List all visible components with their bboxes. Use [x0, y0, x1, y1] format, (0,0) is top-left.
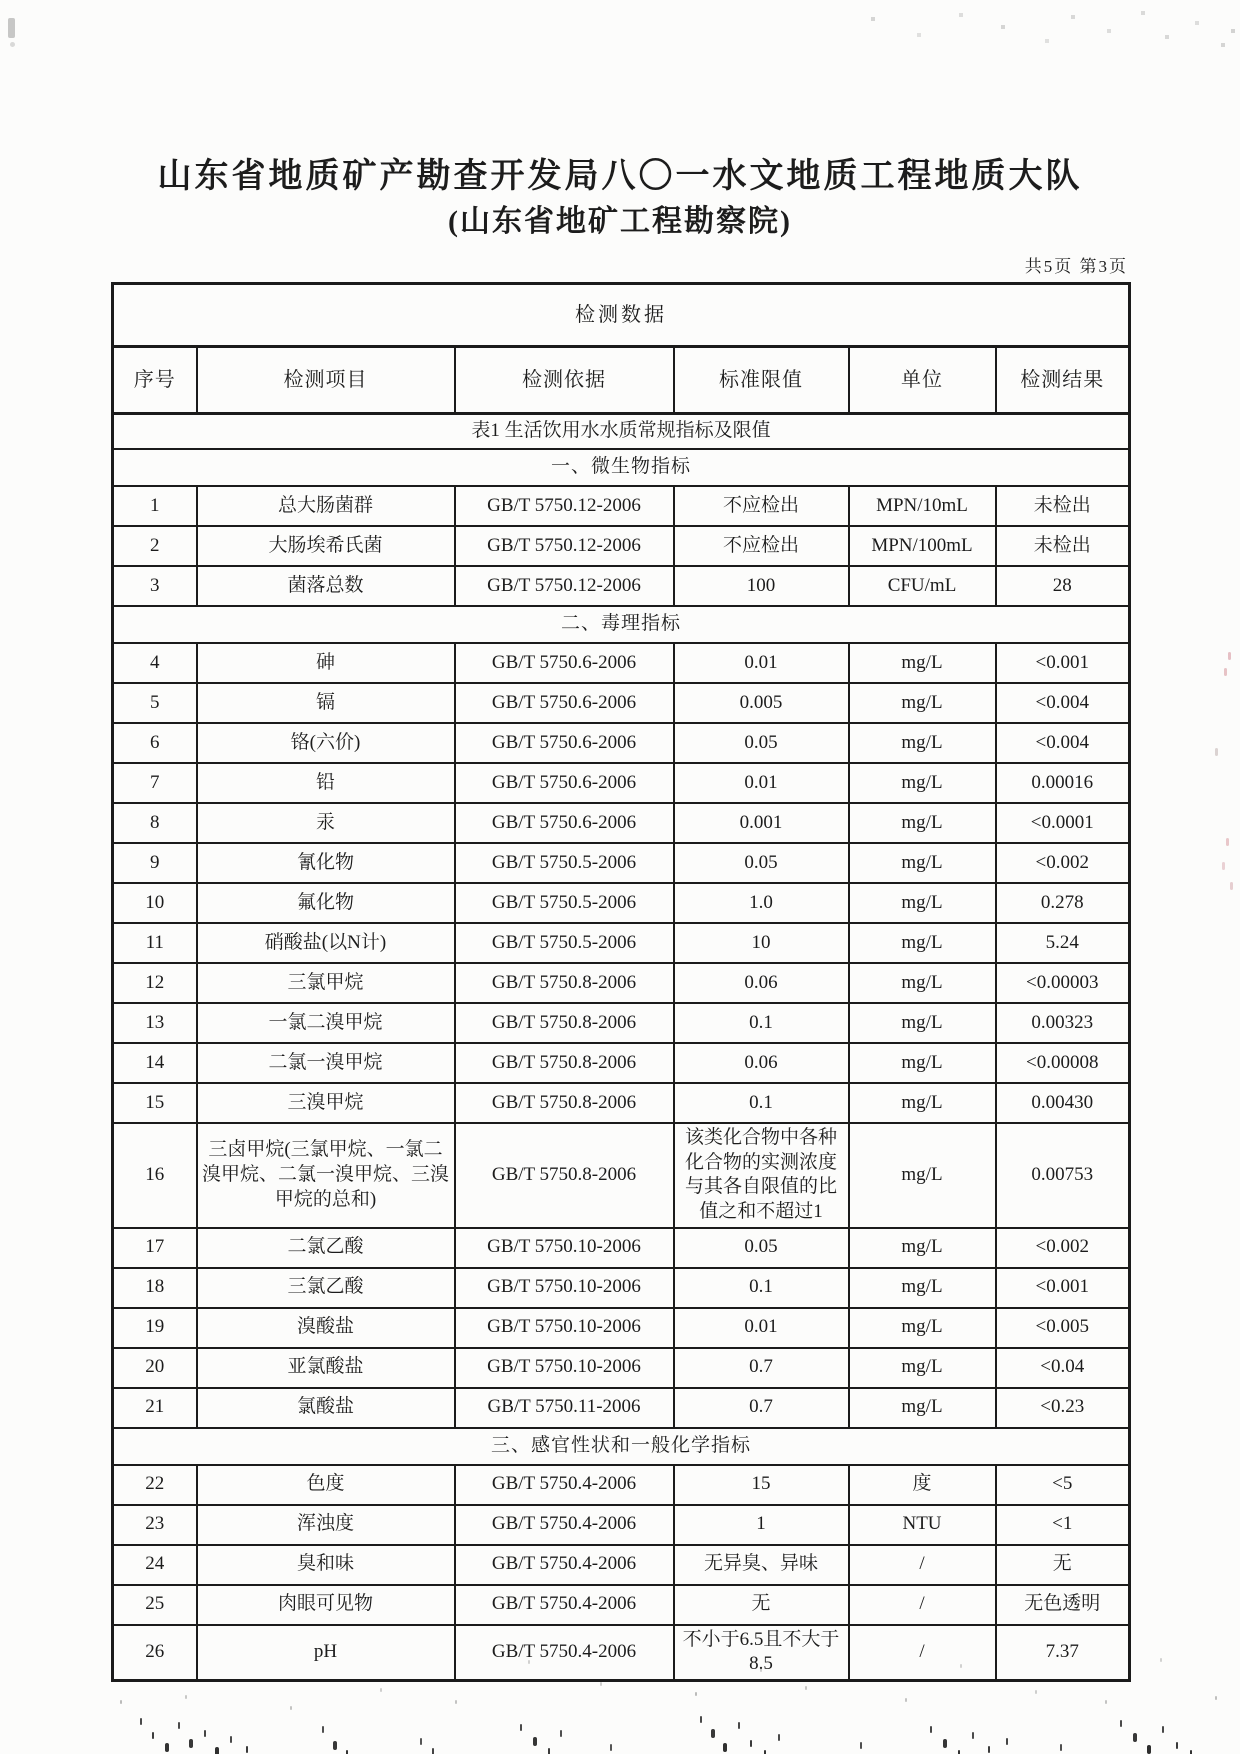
result-cell: <0.002	[996, 843, 1130, 883]
result-cell: 无色透明	[996, 1585, 1130, 1625]
item-cell: 溴酸盐	[197, 1308, 455, 1348]
basis-cell: GB/T 5750.4-2006	[455, 1465, 674, 1505]
result-cell: <0.004	[996, 723, 1130, 763]
result-cell: 28	[996, 566, 1130, 606]
unit-cell: mg/L	[849, 963, 996, 1003]
basis-cell: GB/T 5750.6-2006	[455, 763, 674, 803]
result-cell: <5	[996, 1465, 1130, 1505]
row-no-cell: 16	[113, 1123, 197, 1228]
row-no-cell: 24	[113, 1545, 197, 1585]
item-cell: 一氯二溴甲烷	[197, 1003, 455, 1043]
unit-cell: mg/L	[849, 683, 996, 723]
limit-cell: 0.7	[674, 1388, 849, 1428]
table-row	[113, 1268, 1130, 1308]
limit-cell: 0.01	[674, 763, 849, 803]
row-no-cell: 25	[113, 1585, 197, 1625]
unit-cell: mg/L	[849, 1123, 996, 1228]
item-cell: 三卤甲烷(三氯甲烷、一氯二溴甲烷、二氯一溴甲烷、三溴甲烷的总和)	[197, 1123, 455, 1228]
basis-cell: GB/T 5750.5-2006	[455, 883, 674, 923]
scan-artifact	[0, 0, 2, 2]
item-cell: 砷	[197, 643, 455, 683]
row-no-cell: 10	[113, 883, 197, 923]
basis-cell: GB/T 5750.10-2006	[455, 1308, 674, 1348]
unit-cell: mg/L	[849, 643, 996, 683]
item-cell: 汞	[197, 803, 455, 843]
item-cell: 臭和味	[197, 1545, 455, 1585]
table-title-row	[113, 284, 1130, 347]
row-no-cell: 2	[113, 526, 197, 566]
scan-artifact	[8, 18, 15, 38]
scan-artifact	[10, 42, 15, 47]
limit-cell: 0.1	[674, 1083, 849, 1123]
unit-cell: /	[849, 1625, 996, 1681]
column-header-0: 序号	[113, 347, 197, 414]
item-cell: 三溴甲烷	[197, 1083, 455, 1123]
column-header-1: 检测项目	[197, 347, 455, 414]
item-cell: 大肠埃希氏菌	[197, 526, 455, 566]
result-cell: <1	[996, 1505, 1130, 1545]
limit-cell: 无异臭、异味	[674, 1545, 849, 1585]
unit-cell: mg/L	[849, 1083, 996, 1123]
table-row	[113, 723, 1130, 763]
basis-cell: GB/T 5750.5-2006	[455, 843, 674, 883]
section-row	[113, 449, 1130, 486]
unit-cell: /	[849, 1545, 996, 1585]
table-row	[113, 843, 1130, 883]
table-row	[113, 1123, 1130, 1228]
limit-cell: 无	[674, 1585, 849, 1625]
table-row	[113, 1003, 1130, 1043]
table-row	[113, 1308, 1130, 1348]
limit-cell: 0.05	[674, 1228, 849, 1268]
unit-cell: mg/L	[849, 1268, 996, 1308]
unit-cell: mg/L	[849, 843, 996, 883]
limit-cell: 10	[674, 923, 849, 963]
table-row	[113, 963, 1130, 1003]
scan-artifact	[0, 0, 2, 7]
result-cell: <0.0001	[996, 803, 1130, 843]
table-row	[113, 1625, 1130, 1681]
row-no-cell: 7	[113, 763, 197, 803]
table-row	[113, 1465, 1130, 1505]
limit-cell: 0.005	[674, 683, 849, 723]
row-no-cell: 6	[113, 723, 197, 763]
table-row	[113, 643, 1130, 683]
row-no-cell: 11	[113, 923, 197, 963]
row-no-cell: 3	[113, 566, 197, 606]
unit-cell: mg/L	[849, 1043, 996, 1083]
limit-cell: 不小于6.5且不大于8.5	[674, 1625, 849, 1681]
limit-cell: 100	[674, 566, 849, 606]
basis-cell: GB/T 5750.12-2006	[455, 566, 674, 606]
result-cell: 未检出	[996, 486, 1130, 526]
section-row	[113, 1428, 1130, 1465]
limit-cell: 0.7	[674, 1348, 849, 1388]
section-label: 三、感官性状和一般化学指标	[113, 1428, 1130, 1465]
row-no-cell: 23	[113, 1505, 197, 1545]
limit-cell: 0.06	[674, 963, 849, 1003]
table-row	[113, 1228, 1130, 1268]
row-no-cell: 15	[113, 1083, 197, 1123]
row-no-cell: 14	[113, 1043, 197, 1083]
column-header-5: 检测结果	[996, 347, 1130, 414]
table-row	[113, 1043, 1130, 1083]
table-row	[113, 1388, 1130, 1428]
column-header-2: 检测依据	[455, 347, 674, 414]
item-cell: 肉眼可见物	[197, 1585, 455, 1625]
result-cell: <0.001	[996, 1268, 1130, 1308]
limit-cell: 0.01	[674, 643, 849, 683]
table-caption: 表1 生活饮用水水质常规指标及限值	[113, 414, 1130, 450]
result-cell: <0.001	[996, 643, 1130, 683]
page-number: 共5页 第3页	[1024, 257, 1128, 276]
basis-cell: GB/T 5750.6-2006	[455, 723, 674, 763]
table-row	[113, 1505, 1130, 1545]
result-cell: <0.005	[996, 1308, 1130, 1348]
basis-cell: GB/T 5750.12-2006	[455, 486, 674, 526]
row-no-cell: 5	[113, 683, 197, 723]
row-no-cell: 22	[113, 1465, 197, 1505]
unit-cell: mg/L	[849, 1003, 996, 1043]
result-cell: 0.00753	[996, 1123, 1130, 1228]
unit-cell: MPN/100mL	[849, 526, 996, 566]
unit-cell: mg/L	[849, 923, 996, 963]
basis-cell: GB/T 5750.12-2006	[455, 526, 674, 566]
row-no-cell: 26	[113, 1625, 197, 1681]
table-row	[113, 923, 1130, 963]
result-cell: 未检出	[996, 526, 1130, 566]
column-header-4: 单位	[849, 347, 996, 414]
table-row	[113, 566, 1130, 606]
limit-cell: 不应检出	[674, 526, 849, 566]
basis-cell: GB/T 5750.4-2006	[455, 1585, 674, 1625]
item-cell: 总大肠菌群	[197, 486, 455, 526]
table-row	[113, 486, 1130, 526]
table-row	[113, 883, 1130, 923]
result-cell: <0.00003	[996, 963, 1130, 1003]
item-cell: 铅	[197, 763, 455, 803]
limit-cell: 0.01	[674, 1308, 849, 1348]
table-title: 检测数据	[113, 284, 1130, 347]
item-cell: 二氯一溴甲烷	[197, 1043, 455, 1083]
limit-cell: 该类化合物中各种化合物的实测浓度与其各自限值的比值之和不超过1	[674, 1123, 849, 1228]
basis-cell: GB/T 5750.6-2006	[455, 683, 674, 723]
table-row	[113, 526, 1130, 566]
org-title-line2: (山东省地矿工程勘察院)	[448, 205, 792, 238]
result-cell: <0.04	[996, 1348, 1130, 1388]
scan-artifact	[0, 0, 3, 8]
basis-cell: GB/T 5750.8-2006	[455, 1083, 674, 1123]
row-no-cell: 4	[113, 643, 197, 683]
unit-cell: mg/L	[849, 723, 996, 763]
item-cell: 亚氯酸盐	[197, 1348, 455, 1388]
result-cell: 0.00430	[996, 1083, 1130, 1123]
item-cell: pH	[197, 1625, 455, 1681]
basis-cell: GB/T 5750.4-2006	[455, 1505, 674, 1545]
unit-cell: NTU	[849, 1505, 996, 1545]
result-cell: <0.002	[996, 1228, 1130, 1268]
unit-cell: CFU/mL	[849, 566, 996, 606]
table-row	[113, 803, 1130, 843]
unit-cell: mg/L	[849, 1308, 996, 1348]
basis-cell: GB/T 5750.6-2006	[455, 643, 674, 683]
table-row	[113, 1585, 1130, 1625]
result-cell: 5.24	[996, 923, 1130, 963]
unit-cell: /	[849, 1585, 996, 1625]
basis-cell: GB/T 5750.11-2006	[455, 1388, 674, 1428]
basis-cell: GB/T 5750.4-2006	[455, 1545, 674, 1585]
org-title-line1: 山东省地质矿产勘查开发局八〇一水文地质工程地质大队	[157, 158, 1083, 195]
result-cell: 0.00016	[996, 763, 1130, 803]
unit-cell: mg/L	[849, 1228, 996, 1268]
table-caption-row	[113, 414, 1130, 450]
table-row	[113, 1083, 1130, 1123]
item-cell: 氯酸盐	[197, 1388, 455, 1428]
item-cell: 三氯甲烷	[197, 963, 455, 1003]
result-cell: 0.00323	[996, 1003, 1130, 1043]
limit-cell: 1.0	[674, 883, 849, 923]
scan-artifact	[0, 0, 2, 4]
row-no-cell: 18	[113, 1268, 197, 1308]
limit-cell: 0.001	[674, 803, 849, 843]
basis-cell: GB/T 5750.8-2006	[455, 1123, 674, 1228]
row-no-cell: 20	[113, 1348, 197, 1388]
basis-cell: GB/T 5750.4-2006	[455, 1625, 674, 1681]
result-cell: <0.00008	[996, 1043, 1130, 1083]
basis-cell: GB/T 5750.10-2006	[455, 1348, 674, 1388]
row-no-cell: 13	[113, 1003, 197, 1043]
basis-cell: GB/T 5750.10-2006	[455, 1228, 674, 1268]
basis-cell: GB/T 5750.8-2006	[455, 1003, 674, 1043]
unit-cell: MPN/10mL	[849, 486, 996, 526]
item-cell: 铬(六价)	[197, 723, 455, 763]
section-label: 一、微生物指标	[113, 449, 1130, 486]
row-no-cell: 12	[113, 963, 197, 1003]
item-cell: 色度	[197, 1465, 455, 1505]
limit-cell: 1	[674, 1505, 849, 1545]
unit-cell: mg/L	[849, 1348, 996, 1388]
section-row	[113, 606, 1130, 643]
unit-cell: mg/L	[849, 763, 996, 803]
basis-cell: GB/T 5750.8-2006	[455, 1043, 674, 1083]
item-cell: 氰化物	[197, 843, 455, 883]
section-label: 二、毒理指标	[113, 606, 1130, 643]
row-no-cell: 9	[113, 843, 197, 883]
result-cell: 7.37	[996, 1625, 1130, 1681]
item-cell: 二氯乙酸	[197, 1228, 455, 1268]
row-no-cell: 1	[113, 486, 197, 526]
unit-cell: 度	[849, 1465, 996, 1505]
result-cell: 0.278	[996, 883, 1130, 923]
result-cell: 无	[996, 1545, 1130, 1585]
limit-cell: 0.1	[674, 1268, 849, 1308]
column-header-3: 标准限值	[674, 347, 849, 414]
basis-cell: GB/T 5750.8-2006	[455, 963, 674, 1003]
test-data-table	[111, 282, 1131, 1682]
column-header-row	[113, 347, 1130, 414]
result-cell: <0.23	[996, 1388, 1130, 1428]
table-row	[113, 763, 1130, 803]
row-no-cell: 17	[113, 1228, 197, 1268]
limit-cell: 15	[674, 1465, 849, 1505]
table-row	[113, 1348, 1130, 1388]
limit-cell: 不应检出	[674, 486, 849, 526]
unit-cell: mg/L	[849, 1388, 996, 1428]
limit-cell: 0.06	[674, 1043, 849, 1083]
limit-cell: 0.05	[674, 723, 849, 763]
item-cell: 氟化物	[197, 883, 455, 923]
limit-cell: 0.1	[674, 1003, 849, 1043]
item-cell: 三氯乙酸	[197, 1268, 455, 1308]
row-no-cell: 21	[113, 1388, 197, 1428]
table-row	[113, 1545, 1130, 1585]
basis-cell: GB/T 5750.6-2006	[455, 803, 674, 843]
item-cell: 镉	[197, 683, 455, 723]
item-cell: 硝酸盐(以N计)	[197, 923, 455, 963]
row-no-cell: 8	[113, 803, 197, 843]
item-cell: 浑浊度	[197, 1505, 455, 1545]
basis-cell: GB/T 5750.5-2006	[455, 923, 674, 963]
item-cell: 菌落总数	[197, 566, 455, 606]
basis-cell: GB/T 5750.10-2006	[455, 1268, 674, 1308]
unit-cell: mg/L	[849, 803, 996, 843]
table-row	[113, 683, 1130, 723]
result-cell: <0.004	[996, 683, 1130, 723]
row-no-cell: 19	[113, 1308, 197, 1348]
unit-cell: mg/L	[849, 883, 996, 923]
limit-cell: 0.05	[674, 843, 849, 883]
